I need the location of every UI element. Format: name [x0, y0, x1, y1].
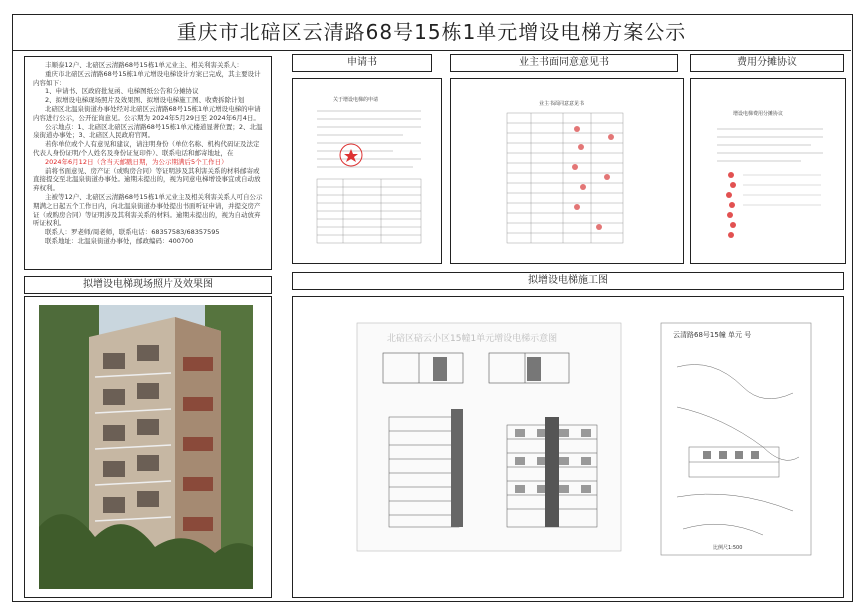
opinion-heading: 业主书面同意意见书: [539, 101, 585, 107]
notice-line: 2024年6月12日（含当天邮戳日期，为公示期满后5个工作日）: [45, 157, 228, 166]
section-label-committee-opinion: 业主书面同意意见书: [450, 54, 678, 72]
notice-line: 若你单位或个人有意见和建议，请注明身份（单位名称、机构代码证及法定代表人身份证明/个人姓名及身份证复印件）、联系电话和邮寄地址，在: [33, 140, 260, 157]
application-panel: [292, 78, 442, 264]
site-plan-scale: 比例尺1:500: [713, 545, 743, 551]
notice-line: 前将书面意见、房产证（或购房合同）等证明涉及其利害关系的材料邮寄或直接提交至北温泉街道办事处。逾期未提出的，视为同意电梯增设事宜或自动放弃权利。: [33, 166, 261, 193]
notice-line: 北碚区北温泉街道办事处经对北碚区云清路68号15栋1单元增设电梯的申请内容进行公示，公开征询意见。公示期为 2024年5月29日至 2024年6月4日。: [33, 104, 261, 122]
notice-line: 联系地址：北温泉街道办事处，邮政编码：400700: [45, 236, 194, 245]
notice-line: 丰顺泰12户、北碚区云清路68号15栋1单元业主、相关利害关系人：: [45, 61, 243, 69]
notice-panel: [24, 56, 272, 270]
site-plan-title: 云清路68号15幢 单元 号: [673, 331, 752, 339]
application-document: [293, 79, 441, 263]
notice-line: 主被等12户、北碚区云清路68号15栋1单元业主及相关利害关系人可自公示期满之日起五个工作日内，向北温泉街道办事处提出书面听证申请，并提交房产证（或购房合同）等证明涉及其利害关系的材料。逾期未提出的，视为自动放弃听证权利。: [33, 192, 263, 228]
site-photo: [25, 297, 271, 597]
opinion-document: [451, 79, 683, 263]
construction-panel: [292, 296, 844, 598]
page-title: 重庆市北碚区云清路68号15栋1单元增设电梯方案公示: [12, 14, 851, 51]
application-heading: 关于增设电梯的申请: [333, 97, 379, 103]
drawing-title: 北碚区碚云小区15幢1单元增设电梯示意图: [387, 334, 558, 344]
section-label-construction: 拟增设电梯施工图: [292, 272, 844, 290]
notice-body: [25, 57, 271, 250]
notice-line: 联系人：罗老师/周老师，联系电话：68357583/68357595: [45, 228, 220, 237]
cost-agreement-panel: [690, 78, 846, 264]
notice-line: 2、拟增设电梯现场照片及效果图、拟增设电梯施工图、收费拆除计划: [45, 96, 245, 105]
section-label-cost-agreement: 费用分摊协议: [690, 54, 844, 72]
construction-drawing: [293, 297, 843, 597]
notice-line: 公示地点：1、北碚区北碚区云清路68号15栋1单元楼道显著位置；2、北温泉街道办事处；3、北碚区人民政府官网。: [33, 122, 263, 140]
notice-line: 重庆市北碚区云清路68号15栋1单元增设电梯设计方案已完成，其主要设计内容如下：: [33, 69, 261, 87]
notice-line: 1、申请书、区政府批复函、电梯图纸公告和分摊协议: [45, 87, 199, 96]
agreement-heading: 增设电梯费用分摊协议: [733, 111, 784, 117]
section-label-application: 申请书: [292, 54, 432, 72]
photo-panel: [24, 296, 272, 598]
agreement-document: [691, 79, 845, 263]
section-label-photos: 拟增设电梯现场照片及效果图: [24, 276, 272, 294]
committee-opinion-panel: [450, 78, 684, 264]
